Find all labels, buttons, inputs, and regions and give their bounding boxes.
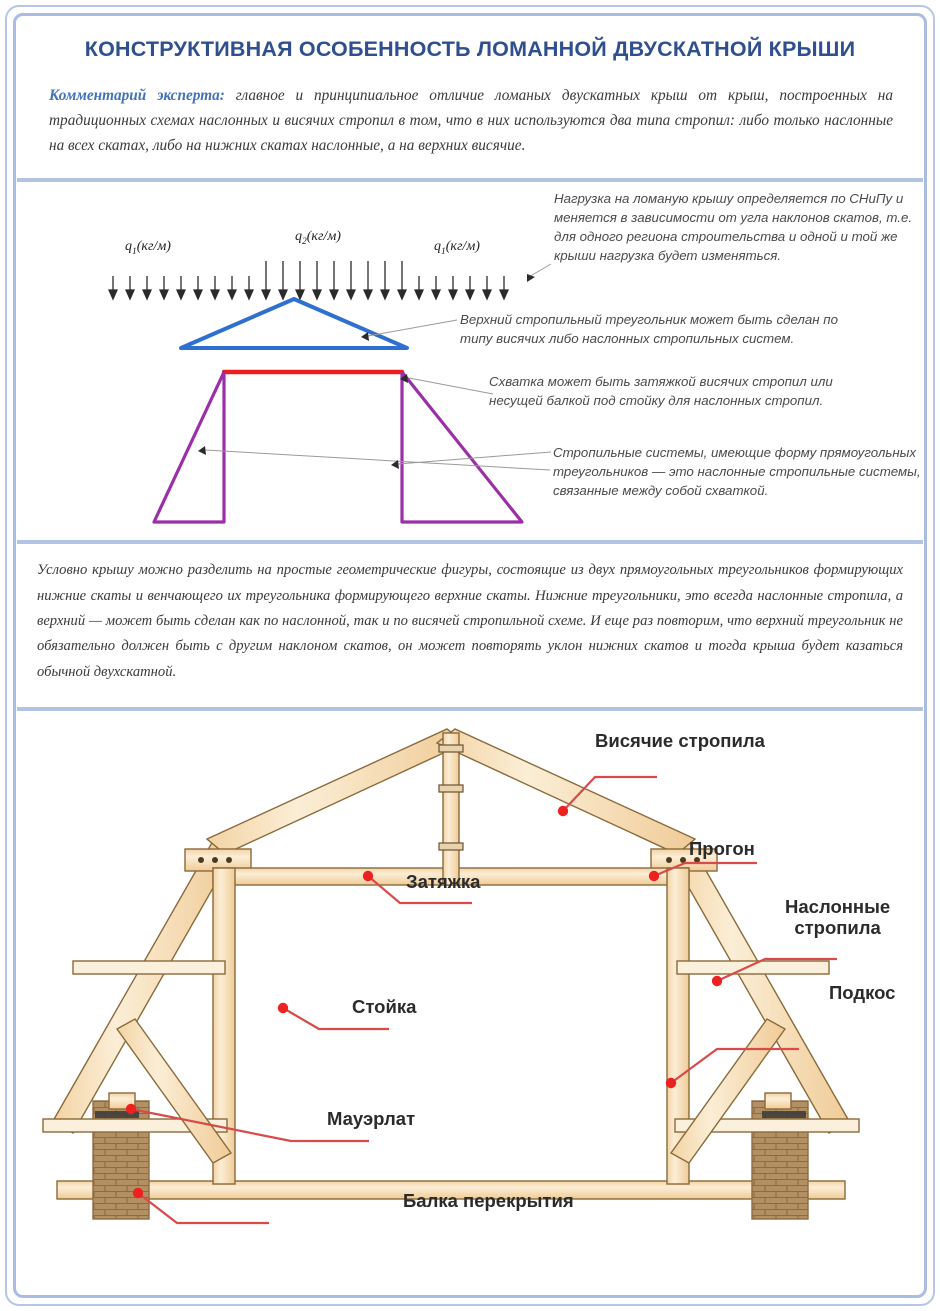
scheme-note-load: Нагрузка на ломаную крышу определяется по СНиПу и меняется в зависимости от угла наклонов скатов, т.е. для одного региона строительства и одной и той же крыши нагрузка будет изменяться.	[554, 191, 913, 263]
scheme-note-upper-triangle: Верхний стропильный треугольник может быть сделан по типу висячих либо наслонных стропильных систем.	[460, 312, 839, 347]
lower-rafter-left	[53, 841, 233, 1133]
expert-comment	[39, 84, 901, 158]
load-arrows-left	[109, 276, 253, 299]
expert-comment-lead: Комментарий эксперта:	[49, 87, 225, 104]
description-paragraph: Условно крышу можно разделить на простые геометрические фигуры, состоящие из двух прямоугольных треугольников формирующих нижние скаты и венчающего их треугольника формирующего верхние скаты. Нижние треугольники, это всегда наслонные стропила, а верхний — может быть сделан как по наслонной, так и по висячей стропильной схеме. И еще раз повторим, что верхний треугольник не обязательно должен быть с другим наклоном скатов, он может повторять уклон нижних скатов и тогда крыша будет казаться обычной двухскатной.	[37, 562, 903, 680]
ridge-hanger-post	[443, 733, 459, 885]
marker-балка-перекрытия	[133, 1188, 143, 1198]
label-прогон: Прогон	[689, 838, 755, 860]
label-стойка: Стойка	[352, 996, 417, 1018]
leader-arrow-note-4a	[198, 446, 206, 455]
scheme-note-right-triangles: Стропильные системы, имеющие форму прямоугольных треугольников — это наслонные стропильные системы, связанные между собой схваткой.	[553, 445, 921, 499]
marker-стойка	[278, 1003, 288, 1013]
load-label-unit: (кг/м)	[306, 229, 341, 245]
label-наслонные-стропила	[785, 897, 890, 938]
scheme-note-tie-beam: Схватка может быть затяжкой висячих стропил или несущей балкой под стойку для наслонных стропил.	[489, 374, 833, 409]
upper-rafter-left	[207, 729, 465, 854]
light-tie-right	[677, 961, 829, 974]
load-label-sub: 1	[441, 247, 446, 258]
purlin-bolts-left	[198, 857, 232, 863]
marker-прогон	[649, 871, 659, 881]
expert-comment-text: главное и принципиальное отличие ломаных двускатных крыш от крыш, построенных на традиционных схемах наслонных и висячих стропил в том, что в них используются два типа стропил: либо только наслонные на всех скатах, либо на нижних скатах наслонные, а на верхних висячие.	[49, 87, 893, 154]
load-label-unit: (кг/м)	[136, 239, 171, 255]
load-label-unit: (кг/м)	[445, 239, 480, 255]
label-line-1: Наслонные	[785, 896, 891, 918]
label-подкос: Подкос	[829, 982, 896, 1004]
document-content	[17, 17, 923, 1294]
load-arrows-group	[109, 261, 508, 299]
label-мауэрлат: Мауэрлат	[327, 1108, 416, 1130]
leader-arrowheads	[198, 332, 408, 469]
truss-diagram-section	[17, 711, 923, 1281]
header-section	[17, 17, 923, 172]
upper-rafter-triangle	[181, 299, 407, 348]
mauerlat-right	[765, 1093, 791, 1109]
load-label-base: q	[295, 229, 302, 245]
page-title: КОНСТРУКТИВНАЯ ОСОБЕННОСТЬ ЛОМАННОЙ ДВУСКАТНОЙ КРЫШИ	[84, 37, 856, 61]
label-висячие-стропила: Висячие стропила	[595, 730, 765, 752]
marker-наслонные-стропила	[712, 976, 722, 986]
label-балка-перекрытия: Балка перекрытия	[403, 1190, 574, 1212]
lower-rafter-shape	[154, 372, 522, 522]
marker-затяжка	[363, 871, 373, 881]
label-затяжка: Затяжка	[406, 871, 481, 893]
anchor-plate-right	[762, 1111, 806, 1118]
lower-rafter-right	[669, 838, 849, 1133]
load-label-base: q	[125, 239, 132, 255]
leader-arrow-note-2	[361, 332, 369, 341]
load-label-sub: 2	[302, 237, 307, 248]
marker-висячие-стропила	[558, 806, 568, 816]
load-label-base: q	[434, 239, 441, 255]
load-arrows-middle	[262, 261, 406, 299]
label-line-2: стропила	[794, 916, 881, 938]
load-arrows-right	[415, 276, 508, 299]
light-tie-left	[73, 961, 225, 974]
marker-мауэрлат	[126, 1104, 136, 1114]
load-scheme-section	[17, 182, 923, 534]
load-label-sub: 1	[132, 247, 137, 258]
marker-подкос	[666, 1078, 676, 1088]
